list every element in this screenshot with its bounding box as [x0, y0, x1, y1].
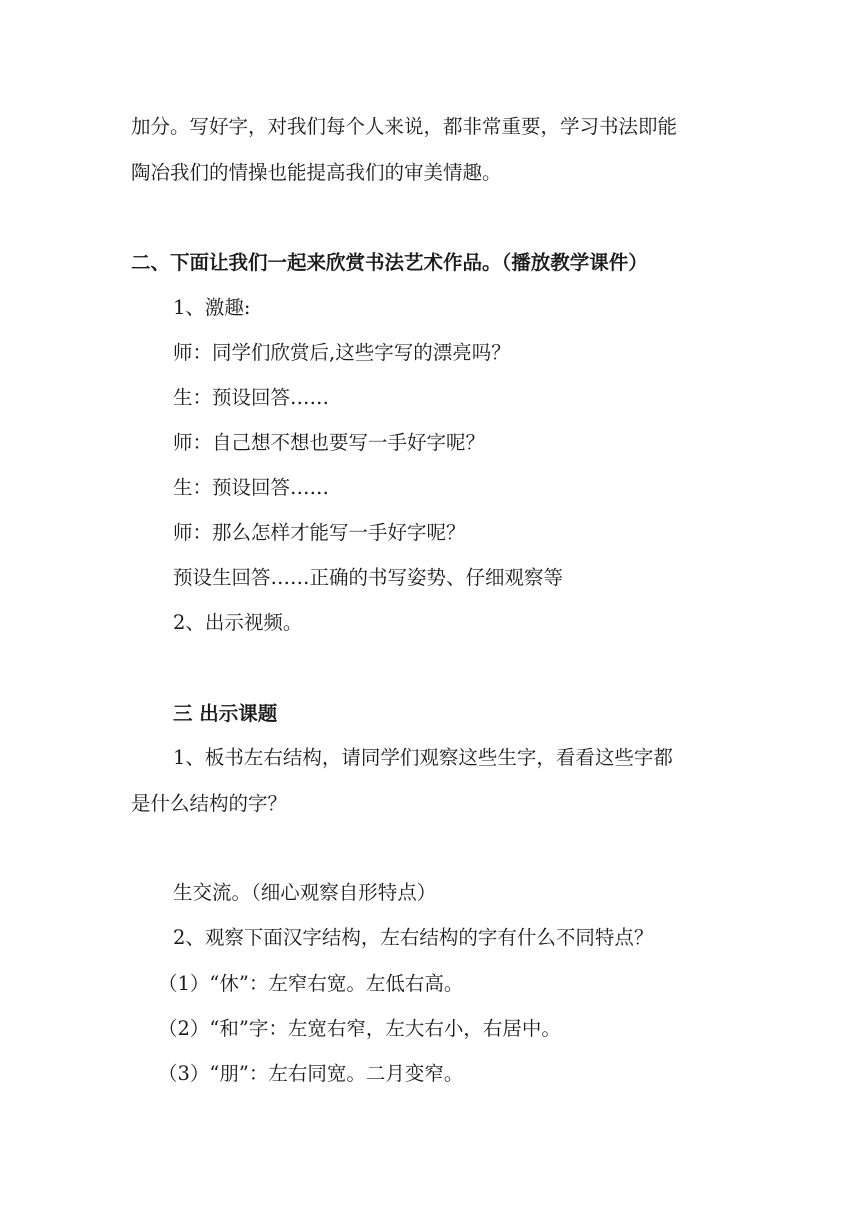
section-3-example-3: （3）“朋”：左右同宽。二月变窄。 — [158, 1062, 464, 1085]
section-3-heading: 三 出示课题 — [173, 702, 278, 725]
section-3-exchange: 生交流。（细心观察自形特点） — [173, 881, 437, 904]
section-2-heading: 二、下面让我们一起来欣赏书法艺术作品。（播放教学课件） — [131, 251, 648, 274]
intro-line-2: 陶冶我们的情操也能提高我们的审美情趣。 — [131, 161, 502, 184]
intro-line-1: 加分。写好字，对我们每个人来说，都非常重要，学习书法即能 — [131, 115, 678, 138]
section-3-item-1-line-1: 1、板书左右结构，请同学们观察这些生字，看看这些字都 — [173, 746, 673, 769]
section-2-line-3: 生：预设回答…… — [173, 386, 330, 409]
section-2-line-4: 师：自己想不想也要写一手好字呢？ — [173, 431, 486, 454]
section-3-item-2: 2、观察下面汉字结构，左右结构的字有什么不同特点？ — [173, 926, 654, 949]
section-2-line-7: 预设生回答……正确的书写姿势、仔细观察等 — [173, 566, 564, 589]
section-2-line-1: 1、激趣: — [173, 296, 251, 319]
section-2-line-6: 师：那么怎样才能写一手好字呢？ — [173, 521, 466, 544]
section-2-line-5: 生：预设回答…… — [173, 476, 330, 499]
section-2-line-8: 2、出示视频。 — [173, 611, 303, 634]
section-3-item-1-line-2: 是什么结构的字？ — [131, 792, 288, 815]
section-2-line-2: 师：同学们欣赏后,这些字写的漂亮吗？ — [173, 341, 511, 364]
section-3-example-2: （2）“和”字：左宽右窄，左大右小，右居中。 — [158, 1017, 561, 1040]
section-3-example-1: （1）“休”：左窄右宽。左低右高。 — [158, 972, 464, 995]
